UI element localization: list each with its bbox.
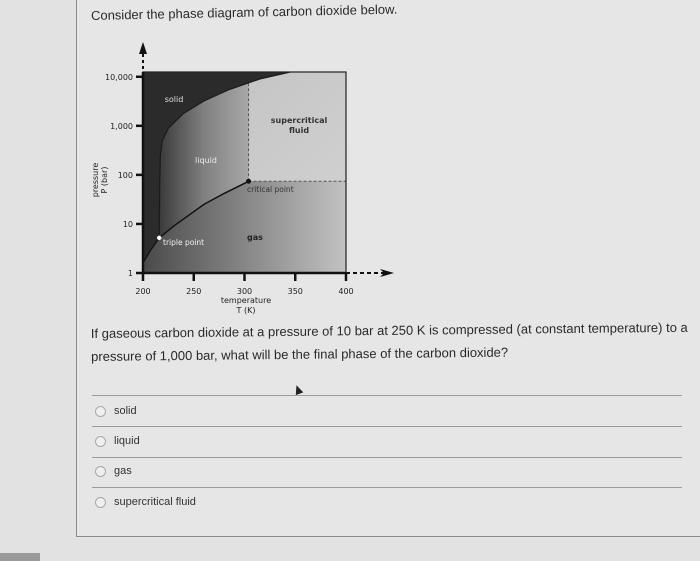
x-axis-label-1: temperature: [220, 296, 272, 305]
option-label: solid: [114, 405, 137, 417]
radio-button[interactable]: [95, 497, 106, 508]
radio-button[interactable]: [95, 466, 106, 477]
region-label-solid: solid: [164, 95, 184, 104]
triple-point-label: triple point: [163, 238, 205, 247]
critical-point-label: critical point: [247, 185, 294, 194]
region-label-liquid: liquid: [195, 156, 217, 165]
question-text: [91, 316, 691, 368]
region-label-gas: gas: [247, 233, 263, 242]
question-line-2: pressure of 1,000 bar, what will be the final phase of the carbon dioxide?: [91, 344, 509, 364]
y-axis-arrow-icon: [139, 42, 147, 54]
x-tick-label: 200: [135, 287, 151, 296]
region-label-supercritical: supercritical: [270, 116, 328, 125]
divider: [92, 395, 682, 396]
question-line-1: If gaseous carbon dioxide at a pressure of 10 bar at 250 K is compressed (at constant temperature) to a: [90, 319, 688, 342]
y-tick-label: 10: [122, 219, 133, 229]
y-tick-label: 1: [127, 269, 133, 278]
x-tick-label: 400: [338, 287, 354, 296]
critical-point-marker: [246, 179, 251, 184]
x-axis-label-2: T (K): [236, 306, 256, 315]
divider: [92, 487, 682, 488]
option-liquid[interactable]: [95, 435, 140, 447]
y-tick-label: 1,000: [110, 121, 133, 131]
option-gas[interactable]: [95, 465, 132, 477]
option-label: supercritical fluid: [114, 496, 196, 508]
region-label-fluid: fluid: [288, 126, 310, 135]
y-axis-label-2: P (bar): [100, 166, 109, 194]
taskbar-fragment: [0, 553, 40, 561]
y-tick-label: 10,000: [105, 72, 133, 82]
option-label: liquid: [114, 435, 140, 447]
question-intro: Consider the phase diagram of carbon dioxide below.: [90, 1, 398, 23]
triple-point-marker: [157, 236, 161, 240]
option-label: gas: [114, 465, 132, 477]
x-tick-label: 300: [236, 287, 253, 296]
divider: [92, 457, 682, 458]
radio-button[interactable]: [95, 436, 106, 447]
y-tick-label: 100: [117, 170, 133, 180]
divider: [92, 426, 682, 427]
radio-button[interactable]: [95, 406, 106, 417]
option-solid[interactable]: [95, 405, 137, 417]
option-supercritical-fluid[interactable]: [95, 496, 196, 508]
x-tick-label: 350: [287, 287, 303, 296]
phase-diagram-chart: [80, 40, 410, 330]
y-axis-label-1: pressure: [91, 162, 100, 198]
x-tick-label: 250: [186, 287, 202, 296]
